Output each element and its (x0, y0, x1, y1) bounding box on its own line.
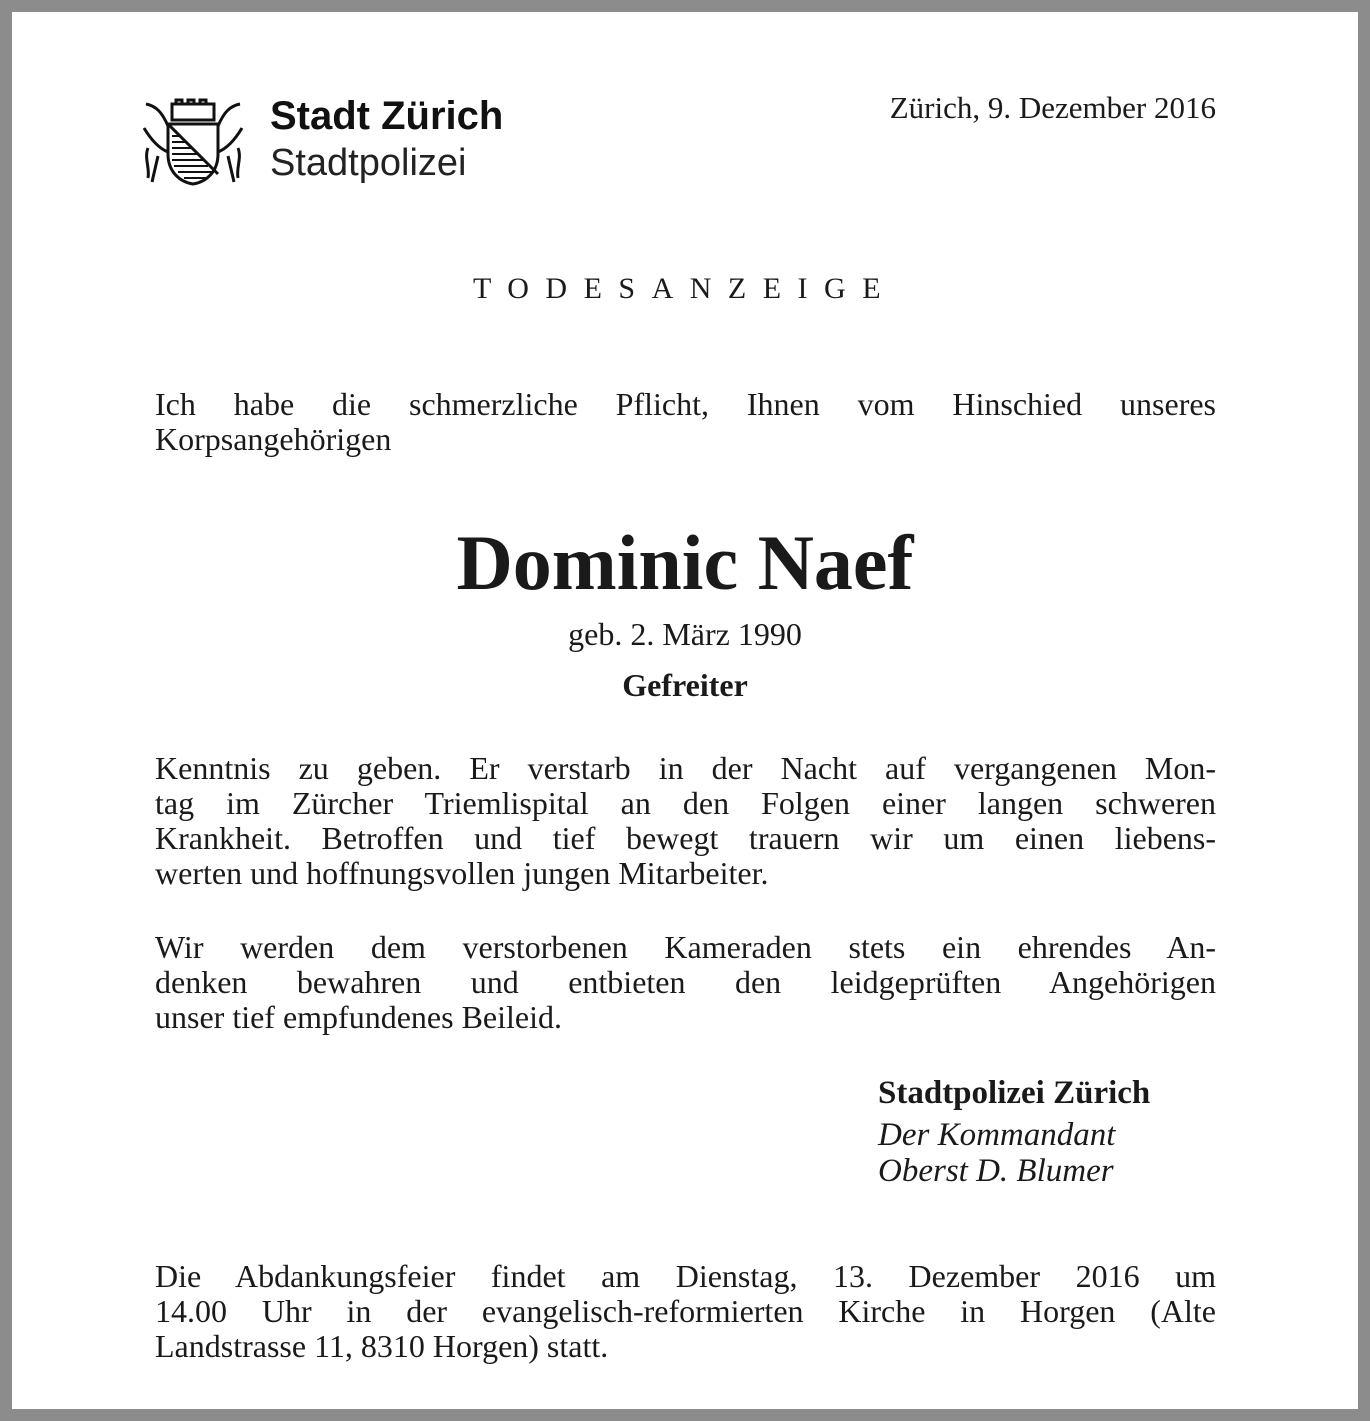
text-line: Landstrasse 11, 8310 Horgen) statt. (155, 1328, 609, 1364)
org-name: Stadt Zürich (270, 94, 504, 138)
signature-block (878, 1075, 1150, 1189)
text-line: Wir werden dem verstorbenen Kameraden stets ein ehrendes An- (155, 929, 1216, 965)
text-line: tag im Zürcher Triemlispital an den Folgen einer langen schweren (155, 785, 1216, 821)
zurich-coat-of-arms-logo (138, 98, 248, 188)
text-line: Krankheit. Betroffen und tief bewegt trauern wir um einen liebens- (155, 820, 1216, 856)
text-line: werten und hoffnungsvollen jungen Mitarbeiter. (155, 855, 769, 891)
intro-paragraph (155, 387, 1216, 457)
body-paragraph-1 (155, 751, 1216, 891)
text-line: Kenntnis zu geben. Er verstarb in der Nacht auf vergangenen Mon- (155, 750, 1216, 786)
org-unit: Stadtpolizei (270, 142, 467, 184)
text-line: unser tief empfundenes Beileid. (155, 999, 562, 1035)
date: Zürich, 9. Dezember 2016 (889, 90, 1216, 125)
text-line: Korpsangehörigen (155, 421, 392, 457)
rank: Gefreiter (622, 667, 748, 703)
document-title: TODESANZEIGE (472, 272, 898, 305)
birth-date: geb. 2. März 1990 (568, 616, 802, 652)
deceased-name: Dominic Naef (456, 519, 914, 606)
text-line: 14.00 Uhr in der evangelisch-reformierten Kirche in Horgen (Alte (155, 1293, 1216, 1329)
signature-org: Stadtpolizei Zürich (878, 1075, 1151, 1111)
body-paragraph-2 (155, 930, 1216, 1035)
text-line: Die Abdankungsfeier findet am Dienstag, 13. Dezember 2016 um (155, 1258, 1216, 1294)
signature-name: Oberst D. Blumer (878, 1153, 1114, 1189)
obituary-page (12, 12, 1358, 1409)
funeral-paragraph (155, 1259, 1216, 1364)
signature-role: Der Kommandant (878, 1117, 1116, 1153)
text-line: denken bewahren und entbieten den leidgeprüften Angehörigen (155, 964, 1216, 1000)
text-line: Ich habe die schmerzliche Pflicht, Ihnen vom Hinschied unseres (155, 386, 1216, 422)
